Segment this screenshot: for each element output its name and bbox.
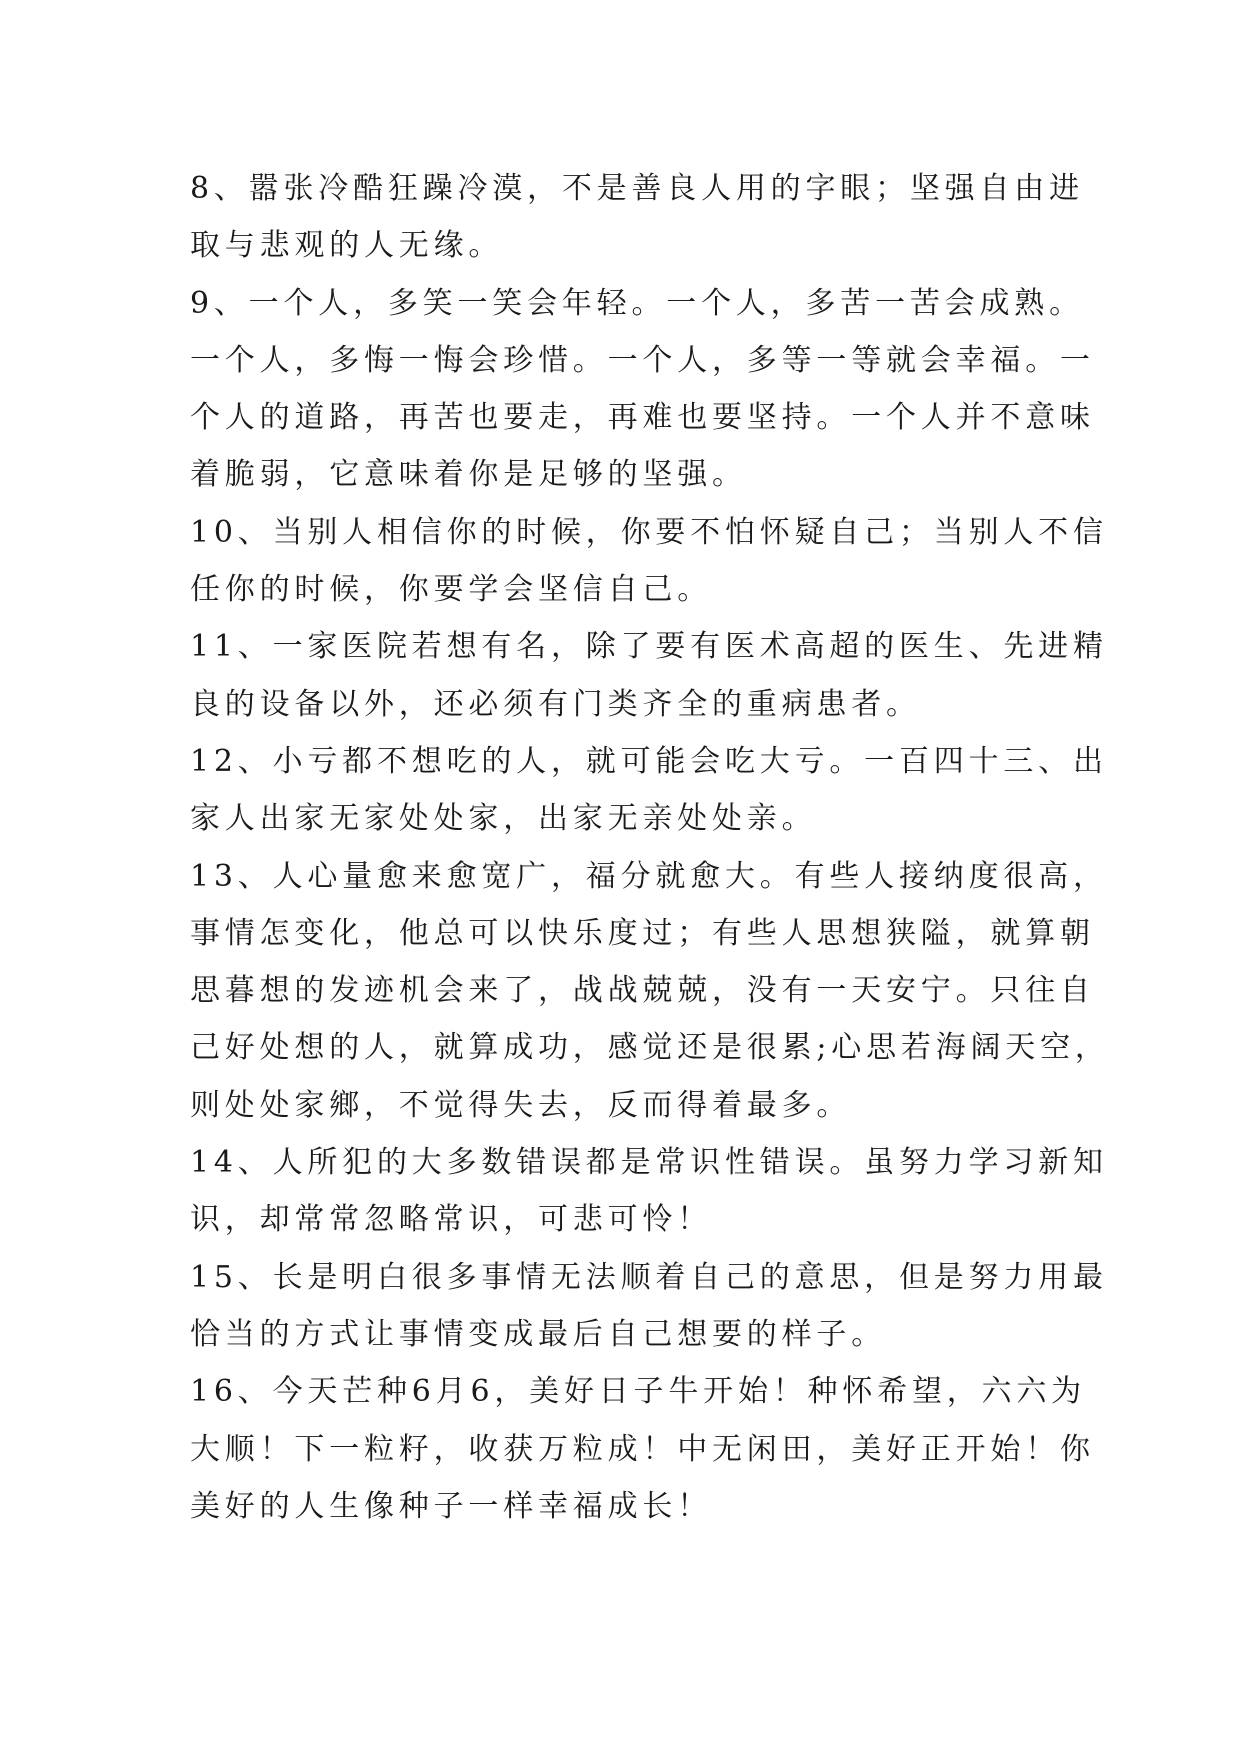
text-line: 一个人，多悔一悔会珍惜。一个人，多等一等就会幸福。一 [190,342,1095,378]
text-line: 良的设备以外，还必须有门类齐全的重病患者。 [190,686,921,722]
text-line: 8、嚣张冷酷狂躁冷漠，不是善良人用的字眼；坚强自由进 [190,171,1084,206]
text-line: 12、小亏都不想吃的人，就可能会吃大亏。一百四十三、出 [190,743,1108,779]
text-line: 9、一个人，多笑一笑会年轻。一个人，多苦一苦会成熟。 [190,285,1084,321]
text-line: 己好处想的人，就算成功，感觉还是很累;心思若海阔天空， [190,1030,1110,1066]
text-line: 个人的道路，再苦也要走，再难也要坚持。一个人并不意味 [190,400,1095,436]
text-line: 恰当的方式让事情变成最后自己想要的样子。 [190,1316,886,1352]
document-body [190,160,1110,1535]
text-line: 任你的时候，你要学会坚信自己。 [190,572,712,608]
text-line: 美好的人生像种子一样幸福成长！ [190,1488,712,1524]
text-line: 家人出家无家处处家，出家无亲处处亲。 [190,801,817,837]
text-line: 13、人心量愈来愈宽广，福分就愈大。有些人接纳度很高， [190,858,1108,894]
text-line: 识，却常常忽略常识，可悲可怜！ [190,1202,712,1238]
text-line: 则处处家鄉，不觉得失去，反而得着最多。 [190,1087,852,1123]
text-line: 大顺！下一粒籽，收获万粒成！中无闲田，美好正开始！你 [190,1431,1095,1467]
text-line: 取与悲观的人无缘。 [190,228,504,264]
text-line: 着脆弱，它意味着你是足够的坚强。 [190,457,747,493]
text-line: 思暮想的发迹机会来了，战战兢兢，没有一天安宁。只往自 [190,973,1095,1009]
text-line: 事情怎变化，他总可以快乐度过；有些人思想狭隘，就算朝 [190,915,1095,951]
text-line: 16、今天芒种6月6，美好日子牛开始！种怀希望，六六为 [190,1374,1086,1410]
text-line: 14、人所犯的大多数错误都是常识性错误。虽努力学习新知 [190,1145,1108,1181]
text-line: 11、一家医院若想有名，除了要有医术高超的医生、先进精 [190,629,1108,665]
text-line: 10、当别人相信你的时候，你要不怕怀疑自己；当别人不信 [190,514,1108,550]
text-line: 15、长是明白很多事情无法顺着自己的意思，但是努力用最 [190,1259,1108,1295]
